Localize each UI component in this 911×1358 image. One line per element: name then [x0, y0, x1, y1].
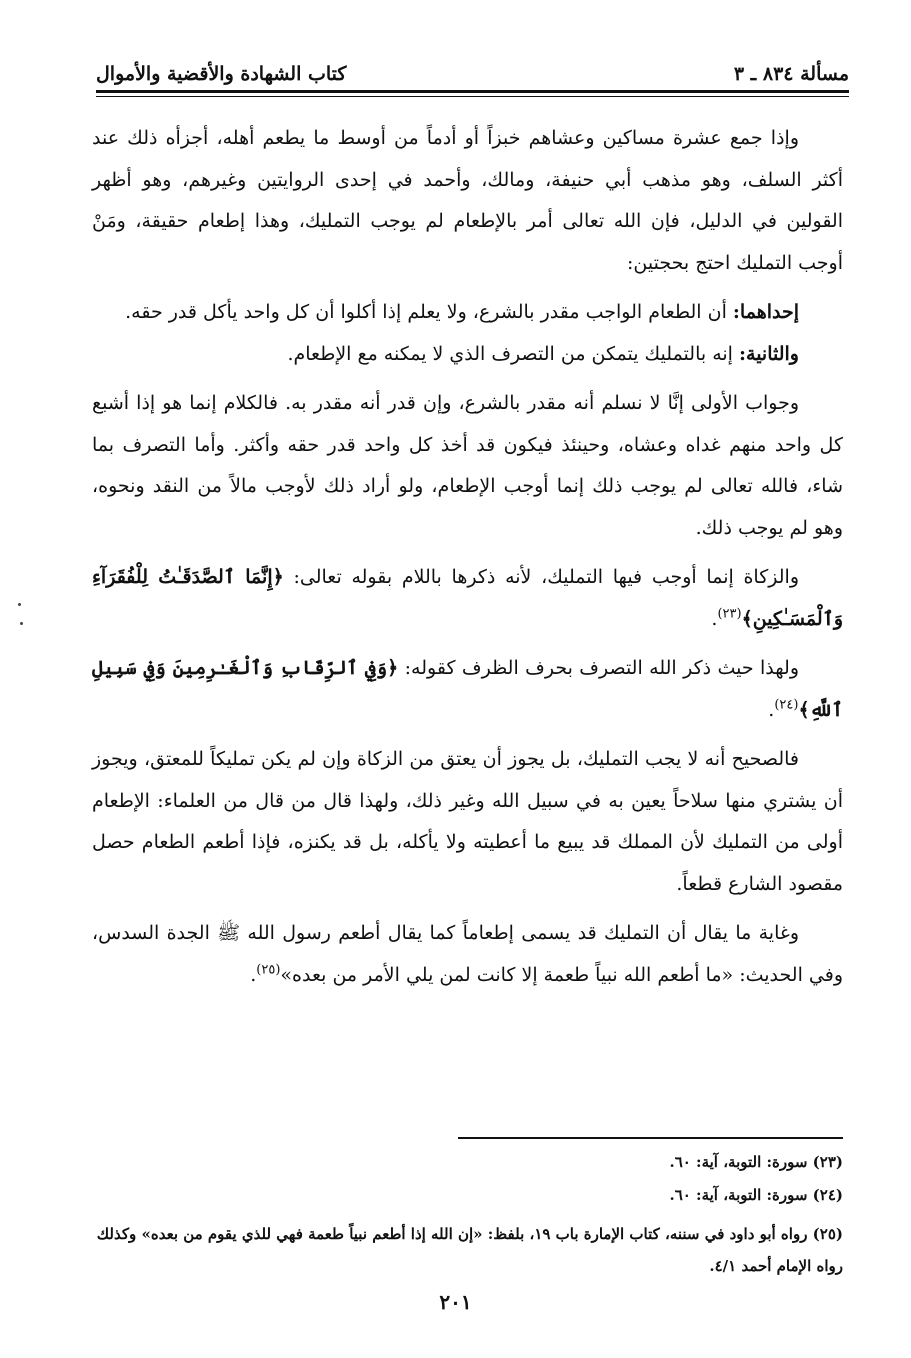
footnote-24: (٢٤) سورة: التوبة، آية: ٦٠. — [669, 1186, 843, 1204]
paragraph-8-text: وغاية ما يقال أن التمليك قد يسمى إطعاماً كما يقال أطعم رسول الله ﷺ الجدة السدس، وفي الحديث: «ما أطعم الله نبياً طعمة إلا كانت لمن يلي الأمر من بعده» — [92, 922, 843, 986]
header-rule-thick — [96, 90, 849, 93]
running-header — [96, 58, 849, 90]
footnote-ref-25: (٢٥) — [256, 962, 281, 978]
paragraph-3-lead: والثانية: — [739, 342, 799, 365]
footnote-ref-23: (٢٣) — [717, 606, 742, 622]
paragraph-3-text: إنه بالتمليك يتمكن من التصرف الذي لا يمكنه مع الإطعام. — [287, 342, 733, 365]
paragraph-1: وإذا جمع عشرة مساكين وعشاهم خبزاً أو أدماً من أوسط ما يطعم أهله، أجزأه ذلك عند أكثر السلف، وهو مذهب أبي حنيفة، ومالك، وأحمد في إحدى الروايتين وغيرهم، وهو أظهر القولين في الدليل، فإن الله تعالى أمر بالإطعام لم يوجب التمليك، وهذا إطعام حقيقة، ومَنْ أوجب التمليك احتج بحجتين: — [92, 127, 843, 274]
header-rule-thin — [96, 96, 849, 97]
page-number: ٢٠١ — [439, 1290, 472, 1314]
paragraph-4: وجواب الأولى إنَّا لا نسلم أنه مقدر بالشرع، وإن قدر أنه مقدر به. فالكلام إنما هو إذا أشبع كل واحد منهم غداه وعشاه، وحينئذ فيكون قد أخذ كل واحد قدر حقه وأكثر. وأما التصرف بما شاء، فالله تعالى لم يوجب ذلك إنما أوجب الإطعام، ولو أراد ذلك لأوجب مالاً من النقد ونحوه، وهو لم يوجب ذلك. — [92, 392, 843, 539]
footnotes — [92, 1146, 843, 1282]
quran-quote-2: ﴿وَفِي ٱلرِّقَابِ وَٱلْغَـٰرِمِينَ وَفِي سَبِيلِ ٱللَّهِ﴾ — [92, 657, 843, 721]
paragraph-5-text: والزكاة إنما أوجب فيها التمليك، لأنه ذكرها باللام بقوله تعالى: — [293, 566, 799, 588]
scan-speck — [18, 603, 21, 606]
footnote-23: (٢٣) سورة: التوبة، آية: ٦٠. — [669, 1153, 843, 1171]
paragraph-6: ولهذا حيث ذكر الله التصرف بحرف الظرف كقوله: ﴿وَفِي ٱلرِّقَابِ وَٱلْغَـٰرِمِينَ وَفِي سَبِيلِ ٱللَّهِ﴾$^{(٢٤)}$. — [92, 657, 843, 721]
paragraph-6-text: ولهذا حيث ذكر الله التصرف بحرف الظرف كقوله: — [404, 657, 799, 679]
quran-quote-1: ﴿إِنَّمَا ٱلصَّدَقَـٰتُ لِلْفُقَرَآءِ وَٱلْمَسَـٰكِينِ﴾ — [92, 566, 843, 630]
footnote-ref-24: (٢٤) — [774, 697, 799, 713]
paragraph-3 — [92, 334, 843, 376]
paragraph-5: والزكاة إنما أوجب فيها التمليك، لأنه ذكرها باللام بقوله تعالى: ﴿إِنَّمَا ٱلصَّدَقَـٰتُ لِلْفُقَرَآءِ وَٱلْمَسَـٰكِينِ﴾$^{(٢٣)}$. — [92, 566, 843, 630]
footnote-25: (٢٥) رواه أبو داود في سننه، كتاب الإمارة باب ١٩، بلفظ: «إن الله إذا أطعم نبياً طعمة فهي للذي يقوم من بعده» وكذلك رواه الإمام أحمد ٤/١. — [96, 1225, 843, 1275]
paragraph-2-lead: إحداهما: — [732, 301, 799, 323]
paragraph-2 — [92, 292, 843, 334]
paragraph-2-text: أن الطعام الواجب مقدر بالشرع، ولا يعلم إذا أكلوا أن كل واحد يأكل قدر حقه. — [125, 301, 727, 323]
issue-label: مسألة ٨٣٤ ـ ٣ — [733, 63, 849, 85]
main-text — [92, 118, 843, 996]
scan-speck — [20, 622, 23, 625]
footnote-separator — [458, 1137, 843, 1139]
book-title: كتاب الشهادة والأقضية والأموال — [96, 63, 347, 85]
paragraph-8: وغاية ما يقال أن التمليك قد يسمى إطعاماً كما يقال أطعم رسول الله ﷺ الجدة السدس، وفي الحديث: «ما أطعم الله نبياً طعمة إلا كانت لمن يلي الأمر من بعده»$^{(٢٥)}$. — [92, 922, 843, 986]
paragraph-7: فالصحيح أنه لا يجب التمليك، بل يجوز أن يعتق من الزكاة وإن لم يكن تمليكاً للمعتق، ويجوز أن يشتري منها سلاحاً يعين به في سبيل الله وغير ذلك، ولهذا قال من قال من العلماء: الإطعام أولى من التمليك لأن المملك قد يبيع ما أعطيته ولا يأكله، بل قد يكنزه، فإذا أطعم الطعام حصل مقصود الشارع قطعاً. — [92, 748, 843, 895]
